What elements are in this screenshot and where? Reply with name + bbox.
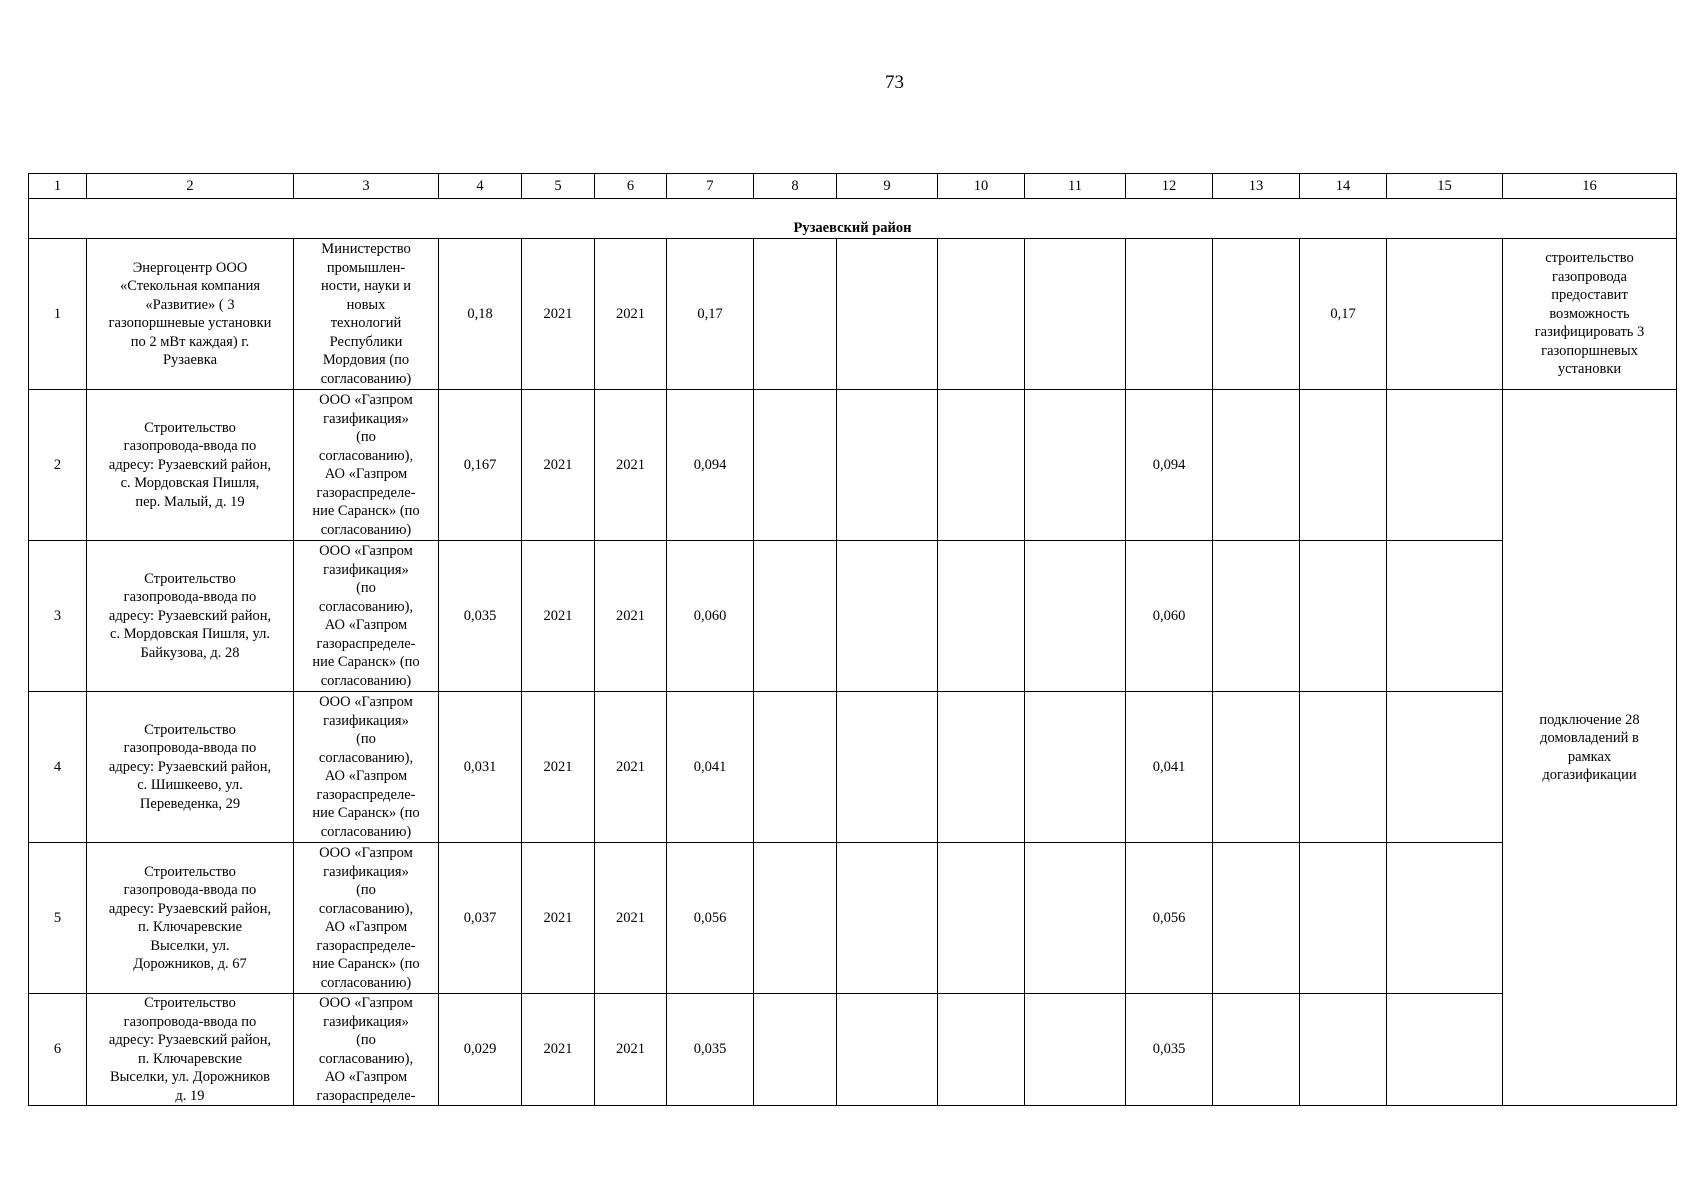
table-row — [29, 541, 1677, 692]
cell-col-9 — [837, 692, 938, 843]
cell-col-4: 0,037 — [439, 843, 522, 994]
section-row — [29, 199, 1677, 239]
cell-col-6: 2021 — [595, 541, 667, 692]
cell-col-14: 0,17 — [1300, 239, 1387, 390]
cell-col-10 — [938, 994, 1025, 1106]
cell-col-15 — [1387, 692, 1503, 843]
cell-col-14 — [1300, 692, 1387, 843]
page-number: 73 — [885, 72, 904, 93]
header-cell: 5 — [522, 174, 595, 199]
cell-col-14 — [1300, 541, 1387, 692]
cell-col-13 — [1213, 692, 1300, 843]
cell-col-11 — [1025, 390, 1126, 541]
row-number: 6 — [29, 994, 87, 1106]
cell-col-4: 0,031 — [439, 692, 522, 843]
row-number: 5 — [29, 843, 87, 994]
object-name: Строительство газопровода-ввода по адресу: Рузаевский район, с. Мордовская Пишля, ул. Байкузова, д. 28 — [87, 541, 294, 692]
header-cell: 14 — [1300, 174, 1387, 199]
header-cell: 16 — [1503, 174, 1677, 199]
cell-col-4: 0,167 — [439, 390, 522, 541]
header-cell: 15 — [1387, 174, 1503, 199]
table-row — [29, 843, 1677, 994]
cell-col-4: 0,029 — [439, 994, 522, 1106]
note-cell: строительство газопровода предоставит возможность газифицировать 3 газопоршневых установки — [1503, 239, 1677, 390]
cell-col-11 — [1025, 692, 1126, 843]
cell-col-8 — [754, 692, 837, 843]
cell-col-5: 2021 — [522, 390, 595, 541]
merged-note-cell: подключение 28 домовладений в рамках догазификации — [1503, 390, 1677, 1106]
cell-col-6: 2021 — [595, 239, 667, 390]
cell-col-12: 0,041 — [1126, 692, 1213, 843]
cell-col-6: 2021 — [595, 994, 667, 1106]
responsible-org: Министерство промышлен- ности, науки и новых технологий Республики Мордовия (по согласованию) — [294, 239, 439, 390]
header-cell: 2 — [87, 174, 294, 199]
cell-col-11 — [1025, 239, 1126, 390]
cell-col-15 — [1387, 239, 1503, 390]
cell-col-11 — [1025, 843, 1126, 994]
cell-col-9 — [837, 994, 938, 1106]
cell-col-12: 0,035 — [1126, 994, 1213, 1106]
cell-col-14 — [1300, 994, 1387, 1106]
header-cell: 8 — [754, 174, 837, 199]
responsible-org: ООО «Газпром газификация» (по согласованию), АО «Газпром газораспределе- ние Саранск» (по согласованию) — [294, 390, 439, 541]
object-name: Строительство газопровода-ввода по адресу: Рузаевский район, с. Мордовская Пишля, пер. Малый, д. 19 — [87, 390, 294, 541]
cell-col-8 — [754, 390, 837, 541]
cell-col-14 — [1300, 843, 1387, 994]
cell-col-11 — [1025, 994, 1126, 1106]
responsible-org: ООО «Газпром газификация» (по согласованию), АО «Газпром газораспределе- ние Саранск» (по согласованию) — [294, 692, 439, 843]
responsible-org: ООО «Газпром газификация» (по согласованию), АО «Газпром газораспределе- ние Саранск» (по согласованию) — [294, 843, 439, 994]
object-name: Строительство газопровода-ввода по адресу: Рузаевский район, п. Ключаревские Выселки, ул. Дорожников д. 19 — [87, 994, 294, 1106]
cell-col-7: 0,056 — [667, 843, 754, 994]
row-number: 2 — [29, 390, 87, 541]
cell-col-12 — [1126, 239, 1213, 390]
cell-col-13 — [1213, 994, 1300, 1106]
header-cell: 6 — [595, 174, 667, 199]
cell-col-7: 0,041 — [667, 692, 754, 843]
cell-col-13 — [1213, 239, 1300, 390]
cell-col-8 — [754, 843, 837, 994]
table-row — [29, 390, 1677, 541]
table-row — [29, 994, 1677, 1106]
header-cell: 13 — [1213, 174, 1300, 199]
column-number-row — [29, 174, 1677, 199]
gasification-table — [28, 173, 1677, 1106]
cell-col-15 — [1387, 390, 1503, 541]
header-cell: 1 — [29, 174, 87, 199]
cell-col-6: 2021 — [595, 843, 667, 994]
table-row — [29, 692, 1677, 843]
cell-col-10 — [938, 390, 1025, 541]
cell-col-5: 2021 — [522, 994, 595, 1106]
cell-col-7: 0,17 — [667, 239, 754, 390]
cell-col-14 — [1300, 390, 1387, 541]
cell-col-13 — [1213, 390, 1300, 541]
cell-col-8 — [754, 541, 837, 692]
cell-col-4: 0,035 — [439, 541, 522, 692]
cell-col-7: 0,060 — [667, 541, 754, 692]
cell-col-9 — [837, 390, 938, 541]
header-cell: 9 — [837, 174, 938, 199]
cell-col-10 — [938, 843, 1025, 994]
cell-col-8 — [754, 994, 837, 1106]
cell-col-5: 2021 — [522, 843, 595, 994]
row-number: 4 — [29, 692, 87, 843]
cell-col-11 — [1025, 541, 1126, 692]
cell-col-5: 2021 — [522, 692, 595, 843]
cell-col-5: 2021 — [522, 541, 595, 692]
cell-col-15 — [1387, 843, 1503, 994]
header-cell: 10 — [938, 174, 1025, 199]
cell-col-7: 0,035 — [667, 994, 754, 1106]
cell-col-15 — [1387, 994, 1503, 1106]
cell-col-12: 0,056 — [1126, 843, 1213, 994]
cell-col-6: 2021 — [595, 692, 667, 843]
cell-col-9 — [837, 541, 938, 692]
cell-col-10 — [938, 541, 1025, 692]
responsible-org: ООО «Газпром газификация» (по согласованию), АО «Газпром газораспределе- — [294, 994, 439, 1106]
cell-col-9 — [837, 843, 938, 994]
table-row — [29, 239, 1677, 390]
row-number: 3 — [29, 541, 87, 692]
object-name: Энергоцентр ООО «Стекольная компания «Развитие» ( 3 газопоршневые установки по 2 мВт каждая) г. Рузаевка — [87, 239, 294, 390]
object-name: Строительство газопровода-ввода по адресу: Рузаевский район, п. Ключаревские Выселки, ул. Дорожников, д. 67 — [87, 843, 294, 994]
cell-col-4: 0,18 — [439, 239, 522, 390]
cell-col-7: 0,094 — [667, 390, 754, 541]
row-number: 1 — [29, 239, 87, 390]
cell-col-13 — [1213, 541, 1300, 692]
cell-col-10 — [938, 692, 1025, 843]
header-cell: 7 — [667, 174, 754, 199]
header-cell: 12 — [1126, 174, 1213, 199]
object-name: Строительство газопровода-ввода по адресу: Рузаевский район, с. Шишкеево, ул. Переведенка, 29 — [87, 692, 294, 843]
cell-col-5: 2021 — [522, 239, 595, 390]
header-cell: 11 — [1025, 174, 1126, 199]
cell-col-8 — [754, 239, 837, 390]
cell-col-12: 0,094 — [1126, 390, 1213, 541]
section-title: Рузаевский район — [29, 199, 1677, 239]
cell-col-15 — [1387, 541, 1503, 692]
cell-col-13 — [1213, 843, 1300, 994]
responsible-org: ООО «Газпром газификация» (по согласованию), АО «Газпром газораспределе- ние Саранск» (по согласованию) — [294, 541, 439, 692]
cell-col-6: 2021 — [595, 390, 667, 541]
header-cell: 3 — [294, 174, 439, 199]
cell-col-12: 0,060 — [1126, 541, 1213, 692]
header-cell: 4 — [439, 174, 522, 199]
cell-col-10 — [938, 239, 1025, 390]
cell-col-9 — [837, 239, 938, 390]
